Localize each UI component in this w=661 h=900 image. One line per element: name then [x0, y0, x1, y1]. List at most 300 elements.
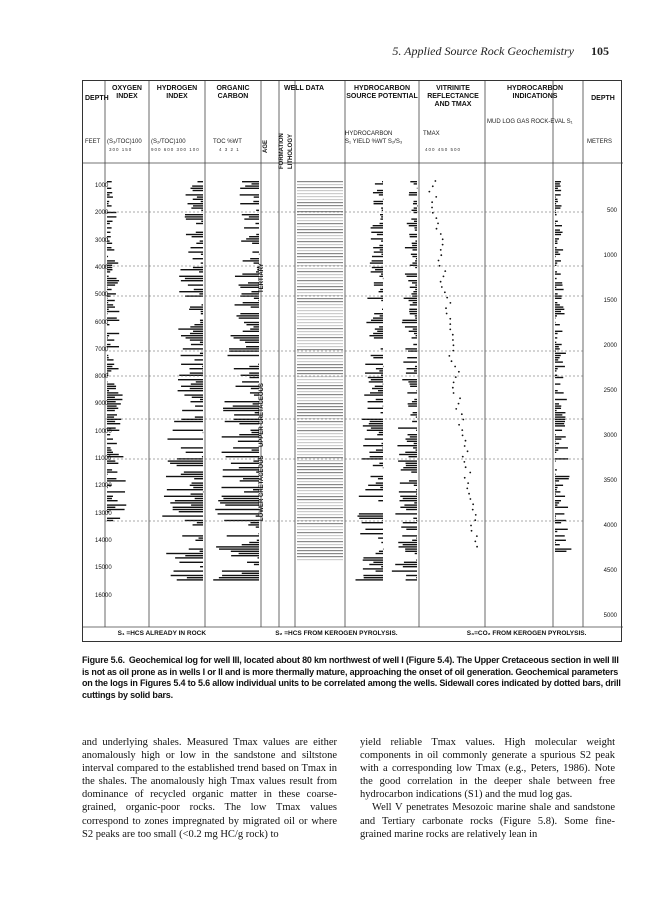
log-trace-bar: [371, 232, 383, 233]
log-trace-bar: [408, 405, 417, 406]
log-trace-bar: [223, 476, 259, 477]
tmax-point: [474, 519, 476, 521]
tmax-point: [472, 503, 474, 505]
log-trace-bar: [200, 322, 203, 323]
log-trace-bar: [177, 579, 203, 580]
log-trace-bar: [191, 188, 203, 189]
log-trace-bar: [555, 355, 561, 356]
lithology-band: [297, 415, 343, 416]
log-trace-bar: [107, 518, 120, 519]
tmax-point: [467, 482, 469, 484]
log-trace-bar: [555, 262, 557, 263]
log-trace-bar: [555, 390, 558, 391]
log-trace-bar: [174, 421, 203, 422]
log-trace-bar: [187, 577, 203, 578]
log-trace-bar: [368, 485, 383, 486]
log-trace-bar: [191, 493, 203, 494]
log-trace-bar: [392, 570, 417, 571]
log-trace-bar: [555, 452, 556, 453]
log-trace-bar: [415, 315, 417, 316]
log-trace-bar: [367, 430, 383, 431]
log-trace-bar: [190, 326, 203, 327]
log-trace-bar: [379, 551, 383, 552]
tmax-point: [467, 450, 469, 452]
tmax-point: [449, 329, 451, 331]
log-trace-bar: [189, 309, 203, 310]
log-trace-bar: [555, 489, 557, 490]
log-trace-bar: [231, 463, 259, 464]
log-trace-bar: [223, 410, 259, 411]
log-trace-bar: [107, 496, 113, 497]
log-trace-bar: [246, 324, 259, 325]
log-trace-bar: [555, 194, 561, 195]
log-trace-bar: [399, 454, 417, 455]
lithology-band: [297, 493, 343, 494]
log-trace-bar: [107, 359, 114, 360]
log-trace-bar: [186, 218, 203, 219]
log-trace-bar: [416, 537, 417, 538]
log-trace-bar: [107, 203, 108, 204]
log-trace-bar: [199, 537, 203, 538]
log-trace-bar: [107, 249, 114, 250]
log-trace-bar: [107, 491, 125, 492]
log-trace-bar: [107, 498, 112, 499]
log-trace-bar: [383, 383, 384, 384]
log-trace-bar: [365, 489, 383, 490]
log-trace-bar: [173, 430, 203, 431]
log-trace-bar: [190, 401, 203, 402]
log-trace-bar: [380, 487, 383, 488]
lithology-band: [297, 514, 343, 515]
lithology-band: [297, 382, 343, 383]
log-trace-bar: [107, 397, 115, 398]
log-trace-bar: [107, 454, 119, 455]
log-trace-bar: [371, 427, 383, 428]
log-trace-bar: [107, 287, 108, 288]
log-trace-bar: [364, 577, 383, 578]
tmax-point: [446, 313, 448, 315]
log-trace-bar: [402, 322, 417, 323]
lithology-band: [297, 319, 343, 320]
log-trace-bar: [179, 276, 203, 277]
scale-toc: 4 3 2 1: [219, 147, 240, 152]
log-trace-bar: [405, 247, 417, 248]
lithology-band: [297, 322, 343, 323]
log-trace-bar: [216, 546, 259, 547]
log-trace-bar: [249, 372, 259, 373]
log-trace-bar: [107, 388, 116, 389]
log-trace-bar: [406, 465, 417, 466]
log-trace-bar: [372, 267, 383, 268]
label-formation: FORMATION: [279, 133, 285, 169]
tmax-point: [462, 435, 464, 437]
log-trace-bar: [555, 377, 563, 378]
log-trace-bar: [175, 500, 203, 501]
units-toc: TOC %WT: [213, 139, 242, 145]
log-trace-bar: [555, 491, 560, 492]
log-trace-bar: [192, 236, 203, 237]
log-trace-bar: [194, 324, 203, 325]
log-trace-bar: [107, 364, 114, 365]
log-trace-bar: [233, 405, 259, 406]
log-trace-bar: [413, 302, 417, 303]
age-upper-cretaceous: UPPER CRETACEOUS: [259, 383, 265, 447]
log-trace-bar: [240, 203, 259, 204]
log-trace-bar: [415, 366, 417, 367]
log-trace-bar: [239, 317, 259, 318]
lithology-band: [297, 427, 343, 428]
log-trace-bar: [375, 269, 383, 270]
log-trace-bar: [383, 199, 384, 200]
log-trace-bar: [379, 326, 383, 327]
log-trace-bar: [107, 447, 111, 448]
depth-tick-feet: 9000: [95, 401, 109, 408]
log-trace-bar: [170, 502, 203, 503]
log-trace-bar: [248, 282, 259, 283]
header-well-data: WELL DATA: [283, 85, 325, 92]
depth-tick-feet: 16000: [95, 592, 112, 599]
log-trace-bar: [195, 498, 203, 499]
log-trace-bar: [555, 210, 556, 211]
log-trace-bar: [377, 234, 383, 235]
log-trace-bar: [555, 515, 556, 516]
log-trace-bar: [235, 276, 259, 277]
log-trace-bar: [107, 205, 112, 206]
log-trace-bar: [243, 302, 259, 303]
log-trace-bar: [107, 368, 119, 369]
log-trace-bar: [181, 364, 203, 365]
tmax-point: [462, 456, 464, 458]
log-trace-bar: [252, 183, 259, 184]
lithology-band: [297, 343, 343, 344]
lithology-band: [297, 400, 343, 401]
log-trace-bar: [222, 436, 259, 437]
lithology-band: [297, 430, 343, 431]
log-trace-bar: [407, 441, 417, 442]
lithology-band: [297, 289, 343, 290]
log-trace-bar: [201, 254, 203, 255]
log-trace-bar: [221, 487, 259, 488]
log-trace-bar: [369, 452, 383, 453]
log-trace-bar: [107, 399, 122, 400]
log-trace-bar: [555, 504, 557, 505]
tmax-point: [448, 355, 450, 357]
log-trace-bar: [191, 383, 203, 384]
log-trace-bar: [417, 188, 418, 189]
log-trace-bar: [197, 196, 203, 197]
log-trace-bar: [107, 370, 111, 371]
log-trace-bar: [373, 333, 383, 334]
log-trace-bar: [555, 520, 566, 521]
log-trace-bar: [555, 317, 556, 318]
log-trace-bar: [555, 348, 560, 349]
lithology-band: [297, 466, 343, 467]
log-trace-bar: [201, 201, 203, 202]
log-trace-bar: [373, 562, 383, 563]
tmax-point: [476, 535, 478, 537]
log-trace-bar: [107, 194, 110, 195]
log-trace-bar: [231, 555, 259, 556]
log-trace-bar: [378, 500, 383, 501]
log-trace-bar: [368, 401, 383, 402]
log-trace-bar: [107, 201, 109, 202]
log-trace-bar: [107, 262, 118, 263]
tmax-point: [439, 265, 441, 267]
log-trace-bar: [376, 368, 383, 369]
log-trace-bar: [555, 423, 564, 424]
depth-tick-meters: 3000: [603, 433, 617, 439]
log-trace-bar: [407, 276, 417, 277]
log-trace-bar: [374, 337, 383, 338]
log-trace-bar: [410, 304, 417, 305]
lithology-band: [297, 193, 343, 194]
log-trace-bar: [382, 210, 383, 211]
log-trace-bar: [414, 399, 417, 400]
log-trace-bar: [218, 513, 259, 514]
lithology-band: [297, 412, 343, 413]
log-trace-bar: [179, 562, 203, 563]
log-trace-bar: [251, 432, 259, 433]
log-trace-bar: [555, 548, 571, 549]
tmax-point: [468, 493, 470, 495]
log-trace-bar: [415, 267, 417, 268]
log-trace-bar: [555, 212, 556, 213]
log-trace-bar: [256, 526, 259, 527]
log-trace-bar: [371, 476, 383, 477]
tmax-point: [440, 254, 442, 256]
log-trace-bar: [412, 282, 417, 283]
log-trace-bar: [417, 205, 418, 206]
log-trace-bar: [381, 348, 383, 349]
log-trace-bar: [371, 320, 383, 321]
log-trace-bar: [369, 381, 383, 382]
log-trace-bar: [242, 181, 259, 182]
log-trace-bar: [555, 449, 558, 450]
log-trace-bar: [220, 502, 259, 503]
log-trace-bar: [416, 520, 417, 521]
log-trace-bar: [555, 207, 560, 208]
log-trace-bar: [190, 485, 203, 486]
scale-tmax: 400 450 500: [425, 147, 462, 152]
log-trace-bar: [555, 476, 569, 477]
log-trace-bar: [555, 493, 556, 494]
lithology-band: [297, 340, 343, 341]
tmax-point: [435, 217, 437, 219]
log-trace-bar: [555, 342, 556, 343]
tmax-point: [452, 350, 454, 352]
tmax-point: [470, 525, 472, 527]
label-lithology: LITHOLOGY: [288, 134, 294, 169]
log-trace-bar: [193, 487, 203, 488]
log-trace-bar: [555, 507, 568, 508]
lithology-band: [297, 496, 343, 497]
log-trace-bar: [401, 526, 417, 527]
log-trace-bar: [252, 251, 259, 252]
log-trace-bar: [555, 383, 560, 384]
lithology-band: [297, 292, 343, 293]
log-trace-bar: [410, 383, 417, 384]
log-trace-bar: [377, 331, 383, 332]
log-trace-bar: [250, 392, 259, 393]
log-trace-bar: [252, 449, 259, 450]
log-trace-bar: [218, 500, 259, 501]
log-trace-bar: [189, 548, 203, 549]
log-trace-bar: [107, 227, 112, 228]
log-trace-bar: [416, 559, 417, 560]
log-trace-bar: [191, 504, 203, 505]
log-trace-bar: [364, 394, 383, 395]
log-trace-bar: [377, 434, 383, 435]
log-trace-bar: [402, 320, 417, 321]
lithology-band: [297, 520, 343, 521]
log-trace-bar: [555, 302, 557, 303]
log-trace-bar: [381, 216, 383, 217]
log-trace-bar: [399, 500, 417, 501]
log-trace-bar: [416, 390, 417, 391]
log-trace-bar: [405, 551, 417, 552]
log-trace-bar: [398, 460, 417, 461]
log-trace-bar: [406, 575, 417, 576]
log-trace-bar: [181, 474, 203, 475]
log-trace-bar: [379, 370, 383, 371]
log-trace-bar: [186, 194, 203, 195]
log-trace-bar: [408, 403, 417, 404]
log-trace-bar: [414, 183, 417, 184]
log-trace-bar: [249, 542, 259, 543]
log-trace-bar: [555, 240, 557, 241]
log-trace-bar: [107, 333, 119, 334]
log-trace-bar: [225, 421, 259, 422]
log-trace-bar: [226, 456, 259, 457]
log-trace-bar: [413, 249, 417, 250]
log-trace-bar: [107, 278, 116, 279]
log-trace-bar: [192, 482, 203, 483]
log-trace-bar: [412, 262, 417, 263]
log-trace-bar: [406, 579, 417, 580]
log-trace-bar: [251, 291, 259, 292]
log-trace-bar: [107, 403, 121, 404]
log-trace-bar: [383, 467, 384, 468]
lithology-band: [297, 529, 343, 530]
lithology-band: [297, 247, 343, 248]
lithology-band: [297, 376, 343, 377]
log-trace-bar: [107, 414, 117, 415]
lithology-band: [297, 445, 343, 446]
depth-tick-feet: 4000: [95, 264, 109, 271]
log-trace-bar: [412, 540, 417, 541]
log-trace-bar: [181, 419, 203, 420]
tmax-point: [465, 440, 467, 442]
tmax-point: [453, 382, 455, 384]
log-trace-bar: [107, 443, 117, 444]
log-trace-bar: [107, 394, 123, 395]
lithology-band: [297, 409, 343, 410]
depth-tick-feet: 14000: [95, 537, 112, 544]
log-trace-bar: [410, 181, 417, 182]
log-trace-bar: [186, 452, 203, 453]
log-trace-bar: [196, 243, 203, 244]
log-trace-bar: [107, 282, 118, 283]
log-trace-bar: [250, 328, 259, 329]
lithology-band: [297, 316, 343, 317]
log-trace-bar: [555, 522, 561, 523]
lithology-band: [297, 208, 343, 209]
log-trace-bar: [368, 408, 383, 409]
log-trace-bar: [188, 203, 203, 204]
lithology-band: [297, 490, 343, 491]
log-trace-bar: [107, 421, 115, 422]
lithology-band: [297, 385, 343, 386]
log-trace-bar: [555, 535, 565, 536]
log-trace-bar: [107, 302, 108, 303]
log-trace-bar: [403, 361, 417, 362]
log-trace-bar: [191, 344, 203, 345]
log-trace-bar: [555, 405, 561, 406]
header-oxygen-index: OXYGEN INDEX: [112, 85, 142, 100]
log-trace-bar: [170, 463, 203, 464]
tmax-point: [435, 196, 437, 198]
log-trace-bar: [382, 309, 383, 310]
log-trace-bar: [225, 401, 259, 402]
log-trace-bar: [107, 423, 120, 424]
log-trace-bar: [107, 408, 118, 409]
log-trace-bar: [555, 531, 557, 532]
log-trace-bar: [409, 300, 417, 301]
log-trace-bar: [190, 333, 203, 334]
log-trace-bar: [258, 533, 259, 534]
log-trace-bar: [555, 324, 560, 325]
log-trace-bar: [555, 284, 563, 285]
log-trace-bar: [413, 518, 417, 519]
log-trace-bar: [409, 192, 417, 193]
log-trace-bar: [107, 452, 113, 453]
lithology-band: [297, 202, 343, 203]
log-trace-bar: [107, 223, 110, 224]
log-trace-bar: [250, 430, 259, 431]
log-trace-bar: [380, 223, 383, 224]
log-trace-bar: [404, 504, 417, 505]
log-trace-bar: [555, 518, 556, 519]
body-paragraph: Well V penetrates Mesozoic marine shale and sandstone and Tertiary carbonate rocks (Figure 5.8). Some fine-grained marine rocks are relatively lean in: [360, 802, 615, 840]
log-trace-bar: [555, 225, 562, 226]
tmax-point: [444, 270, 446, 272]
log-trace-bar: [193, 205, 203, 206]
log-trace-bar: [555, 205, 561, 206]
log-trace-bar: [189, 368, 203, 369]
log-trace-bar: [107, 280, 119, 281]
log-trace-bar: [362, 458, 383, 459]
log-trace-bar: [555, 478, 569, 479]
log-trace-bar: [168, 460, 203, 461]
log-trace-bar: [197, 181, 203, 182]
log-trace-bar: [382, 181, 383, 182]
log-trace-bar: [403, 498, 417, 499]
tmax-point: [474, 541, 476, 543]
log-trace-bar: [363, 425, 383, 426]
log-trace-bar: [107, 410, 115, 411]
log-trace-bar: [365, 372, 383, 373]
log-trace-bar: [234, 337, 259, 338]
log-trace-bar: [555, 260, 561, 261]
log-trace-bar: [555, 408, 561, 409]
log-trace-bar: [409, 331, 417, 332]
log-trace-bar: [555, 359, 558, 360]
tmax-point: [458, 403, 460, 405]
log-trace-bar: [107, 405, 117, 406]
log-trace-bar: [410, 414, 417, 415]
depth-tick-feet: 8000: [95, 374, 109, 381]
log-trace-bar: [107, 344, 110, 345]
